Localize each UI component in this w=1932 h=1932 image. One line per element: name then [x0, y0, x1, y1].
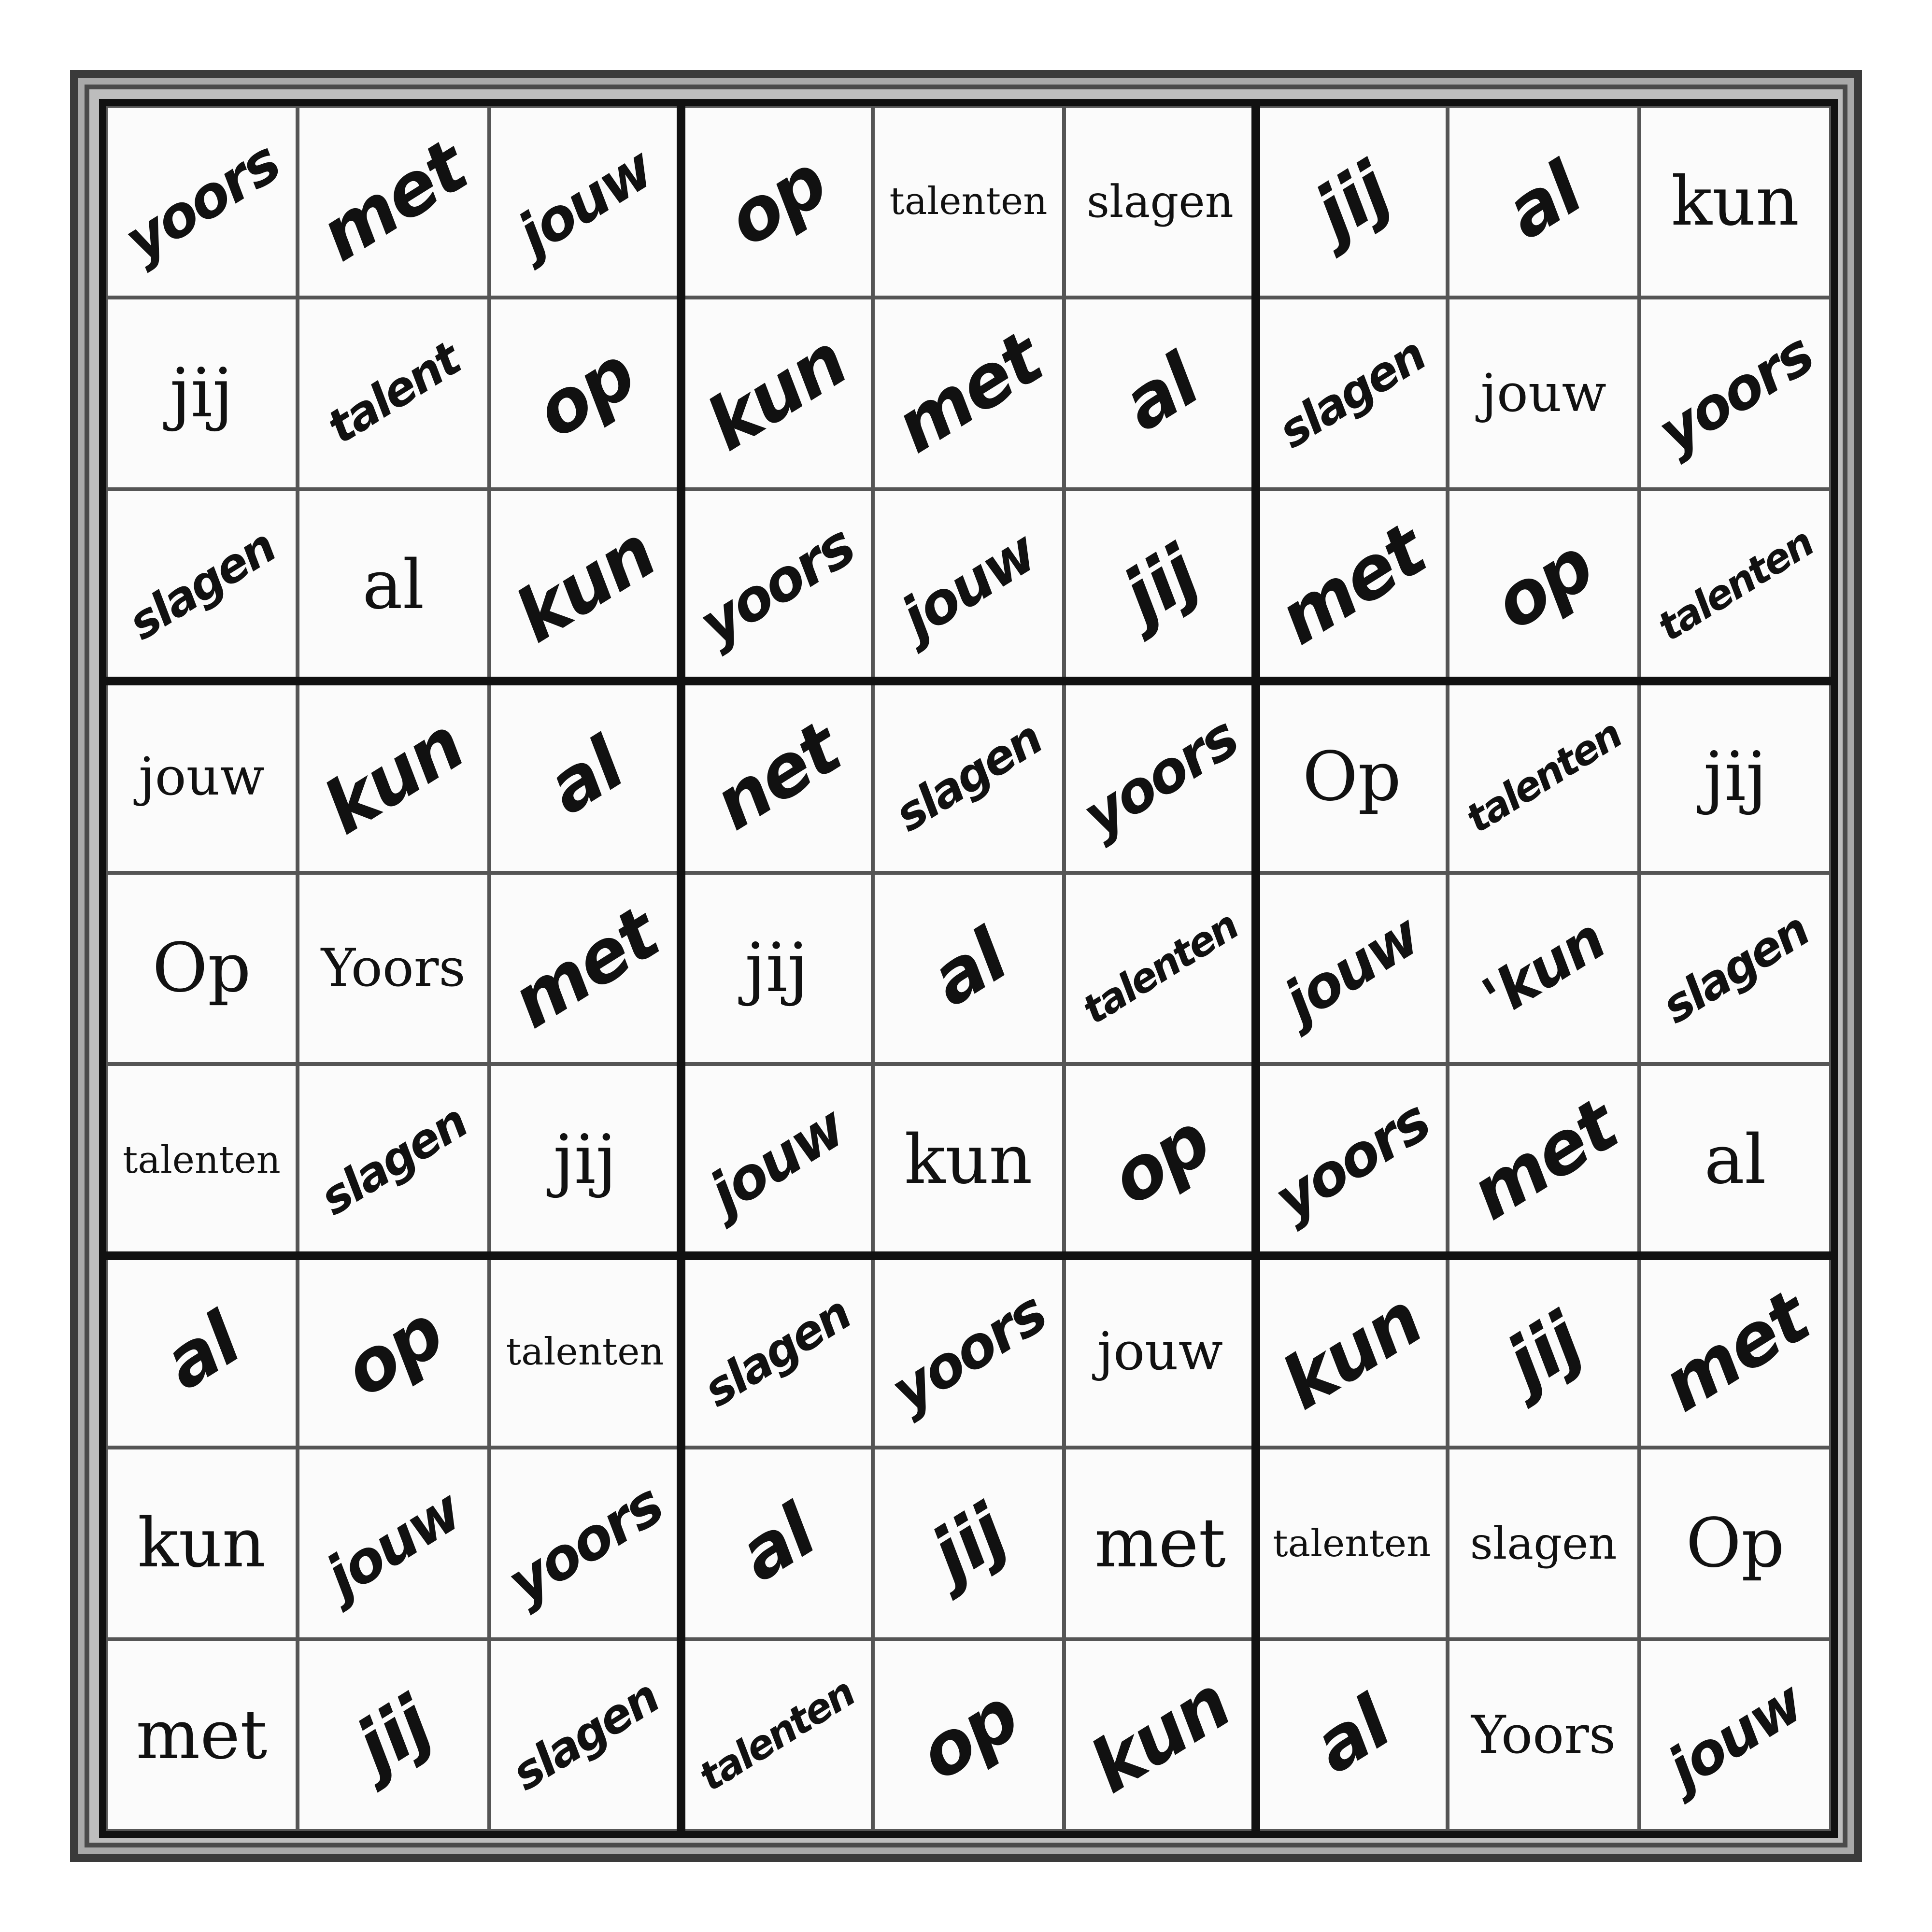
cell-word: jij [553, 1121, 617, 1200]
cell-word: talenten [889, 180, 1048, 224]
cell-word: jouw [314, 1477, 472, 1610]
cell-word: met [1456, 1083, 1631, 1236]
word-sudoku-board [99, 99, 1838, 1838]
cell-word: yoors [688, 512, 866, 658]
grid-cell[interactable] [1448, 681, 1639, 873]
cell-word: talenten [1649, 520, 1821, 651]
cell-word: slagen [502, 1669, 668, 1801]
cell-word: al [533, 722, 637, 831]
grid-cell[interactable] [1064, 106, 1256, 298]
grid-cell[interactable] [106, 1064, 298, 1256]
grid-cell[interactable] [873, 1448, 1065, 1639]
cell-word: op [1479, 523, 1607, 647]
grid-cell[interactable] [681, 1256, 873, 1448]
cell-word: jouw [506, 135, 664, 269]
cell-word: kun [1671, 162, 1800, 241]
cell-word: talenten [691, 1670, 862, 1801]
cell-word: yoors [1646, 320, 1824, 466]
cell-word: jouw [889, 518, 1048, 652]
cell-word: kun [693, 319, 861, 468]
grid-cell[interactable] [1639, 681, 1831, 873]
grid-cell[interactable] [489, 1639, 681, 1831]
cell-word: met [136, 1696, 268, 1775]
cell-word: talenten [122, 1138, 281, 1182]
cell-word: kun [1267, 1278, 1436, 1426]
grid-cell[interactable] [1639, 106, 1831, 298]
grid-cell[interactable] [1448, 298, 1639, 489]
grid-cell[interactable] [873, 298, 1065, 489]
grid-cell[interactable] [1639, 1256, 1831, 1448]
block-divider-horizontal [106, 1251, 1831, 1260]
grid-cell[interactable] [106, 298, 298, 489]
cell-word: al [362, 545, 425, 625]
cell-word: Yoors [1471, 1705, 1616, 1766]
grid-cell[interactable] [1256, 106, 1448, 298]
grid-cell[interactable] [681, 681, 873, 873]
cell-word: slagen [119, 519, 284, 651]
cell-word: al [1108, 339, 1212, 448]
grid-cell[interactable] [106, 1256, 298, 1448]
grid-cell[interactable] [1448, 1256, 1639, 1448]
cell-word: al [1492, 147, 1596, 256]
grid-cell[interactable] [1064, 1639, 1256, 1831]
cell-word: yoors [496, 1471, 674, 1617]
grid-cell[interactable] [298, 1639, 489, 1831]
cell-word: slagen [694, 1286, 859, 1418]
cell-word: met [1264, 509, 1439, 662]
grid-cell[interactable] [1639, 873, 1831, 1065]
grid-cell[interactable] [1064, 873, 1256, 1065]
grid-cell[interactable] [1256, 1639, 1448, 1831]
grid-cell[interactable] [1639, 298, 1831, 489]
grid-cell[interactable] [298, 298, 489, 489]
cell-word: jij [1703, 737, 1767, 816]
grid-cell[interactable] [298, 489, 489, 681]
grid-cell[interactable] [489, 489, 681, 681]
cell-word: al [916, 914, 1021, 1023]
grid-cell[interactable] [489, 1064, 681, 1256]
cell-word: jij [1300, 147, 1404, 256]
cell-word: jouw [697, 1094, 856, 1227]
grid-cell[interactable] [1256, 1256, 1448, 1448]
grid-cell[interactable] [1639, 489, 1831, 681]
cell-word: kun [1076, 1661, 1244, 1810]
grid-cell[interactable] [1256, 298, 1448, 489]
grid-cell[interactable] [1064, 1448, 1256, 1639]
grid-cell[interactable] [1064, 1064, 1256, 1256]
grid-cell[interactable] [681, 489, 873, 681]
grid-cell[interactable] [1448, 1064, 1639, 1256]
grid-cell[interactable] [106, 1448, 298, 1639]
grid-cell[interactable] [681, 106, 873, 298]
grid-cell[interactable] [1064, 681, 1256, 873]
cell-word: slagen [886, 711, 1051, 842]
grid-cell[interactable] [489, 681, 681, 873]
cell-word: jij [341, 1681, 445, 1790]
cell-word: slagen [311, 1094, 476, 1226]
cell-word: jouw [139, 746, 265, 807]
grid-cell[interactable] [873, 681, 1065, 873]
grid-cell[interactable] [106, 681, 298, 873]
cell-word: Op [1686, 1504, 1785, 1583]
cell-word: al [1704, 1121, 1766, 1200]
cell-word: al [724, 1489, 829, 1598]
cell-word: jouw [1273, 902, 1431, 1035]
cell-word: met [881, 317, 1056, 470]
block-divider-horizontal [106, 677, 1831, 685]
grid-cell[interactable] [1448, 1639, 1639, 1831]
cell-word: op [521, 331, 649, 455]
grid-cell[interactable] [106, 489, 298, 681]
grid-cell[interactable] [298, 1064, 489, 1256]
grid-cell[interactable] [873, 106, 1065, 298]
cell-word: met [497, 892, 673, 1045]
cell-word: jij [1108, 531, 1212, 639]
grid-cell[interactable] [873, 489, 1065, 681]
grid-cell[interactable] [298, 873, 489, 1065]
block-divider-vertical [677, 106, 685, 1831]
cell-word: op [713, 140, 841, 263]
grid-cell[interactable] [1639, 1448, 1831, 1639]
cell-word: Yoors [321, 938, 466, 999]
grid-cell[interactable] [298, 681, 489, 873]
grid-cell[interactable] [1064, 298, 1256, 489]
cell-word: jij [1492, 1298, 1595, 1406]
cell-word: op [1096, 1098, 1224, 1222]
grid-cell[interactable] [1448, 873, 1639, 1065]
grid-cell[interactable] [1448, 106, 1639, 298]
cell-word: yoors [1263, 1087, 1441, 1233]
grid-cell[interactable] [489, 298, 681, 489]
cell-word: met [306, 125, 481, 278]
cell-word: slagen [1086, 175, 1234, 227]
grid-cell[interactable] [873, 873, 1065, 1065]
cell-word: kun [137, 1504, 266, 1583]
grid-cell[interactable] [1064, 489, 1256, 681]
grid-cell[interactable] [1064, 1256, 1256, 1448]
cell-word: yoors [113, 128, 291, 275]
grid-cell[interactable] [873, 1256, 1065, 1448]
cell-word: 'kun [1471, 906, 1616, 1031]
grid-cell[interactable] [1639, 1064, 1831, 1256]
cell-word: Op [1302, 737, 1401, 816]
grid-cell[interactable] [1256, 873, 1448, 1065]
grid-cell[interactable] [873, 1064, 1065, 1256]
grid-cell[interactable] [1639, 1639, 1831, 1831]
grid-cell[interactable] [681, 1639, 873, 1831]
cell-word: Op [152, 929, 251, 1008]
grid-cell[interactable] [681, 873, 873, 1065]
cell-word: al [149, 1297, 254, 1406]
cell-word: kun [309, 702, 478, 851]
cell-word: met [1648, 1275, 1823, 1428]
grid-cell[interactable] [489, 1256, 681, 1448]
grid-cell[interactable] [1256, 489, 1448, 681]
grid-cell[interactable] [298, 106, 489, 298]
cell-word: jij [917, 1490, 1020, 1598]
grid-cell[interactable] [106, 873, 298, 1065]
cell-word: talent [317, 332, 469, 455]
grid-cell[interactable] [489, 873, 681, 1065]
cell-word: kun [501, 511, 669, 659]
cell-word: op [329, 1290, 457, 1414]
grid-cell[interactable] [681, 1064, 873, 1256]
grid-cell[interactable] [1256, 681, 1448, 873]
grid-cell[interactable] [681, 1448, 873, 1639]
cell-word: jij [745, 929, 809, 1008]
cell-word: jouw [1656, 1668, 1814, 1802]
grid-cell[interactable] [1448, 489, 1639, 681]
cell-word: yoors [1071, 704, 1249, 850]
grid-cell[interactable] [681, 298, 873, 489]
cell-word: slagen [1269, 327, 1435, 459]
grid-cell[interactable] [1256, 1064, 1448, 1256]
cell-word: slagen [1470, 1518, 1617, 1570]
cell-word: talenten [1074, 903, 1246, 1034]
cell-word: talenten [1273, 1521, 1431, 1565]
cell-word: kun [904, 1121, 1033, 1200]
grid-cell[interactable] [106, 1639, 298, 1831]
grid-cell[interactable] [489, 106, 681, 298]
cell-word: jouw [1097, 1321, 1223, 1382]
grid-cell[interactable] [106, 106, 298, 298]
cell-word: talenten [1458, 711, 1629, 842]
cell-word: jouw [1480, 363, 1606, 424]
grid-cell[interactable] [1448, 1448, 1639, 1639]
cell-word: net [699, 707, 854, 847]
grid-cell[interactable] [298, 1256, 489, 1448]
cell-word: slagen [1652, 903, 1818, 1034]
cell-word: op [905, 1674, 1032, 1797]
cell-word: yoors [880, 1279, 1057, 1425]
cell-word: talenten [506, 1330, 664, 1374]
cell-word: al [1300, 1681, 1404, 1790]
cell-word: jij [170, 354, 234, 433]
grid-cell[interactable] [1256, 1448, 1448, 1639]
block-divider-vertical [1251, 106, 1260, 1831]
cell-word: met [1094, 1504, 1226, 1583]
grid-cell[interactable] [873, 1639, 1065, 1831]
grid-cell[interactable] [489, 1448, 681, 1639]
grid-cell[interactable] [298, 1448, 489, 1639]
